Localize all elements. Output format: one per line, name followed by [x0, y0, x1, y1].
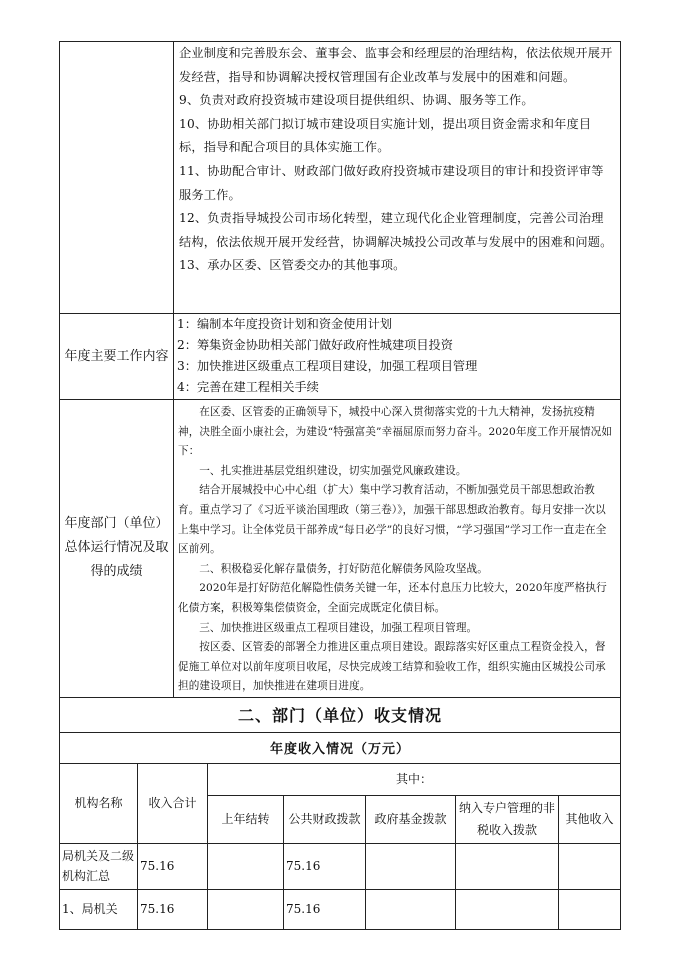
task-item: 2：筹集资金协助相关部门做好政府性城建项目投资 — [177, 338, 453, 352]
income-table — [59, 697, 621, 930]
row-other — [559, 889, 621, 929]
duties-cell — [174, 42, 621, 314]
table-row — [60, 843, 621, 889]
row-carryover — [208, 843, 284, 889]
performance-paragraph: 一、扎实推进基层党组织建设，切实加强党风廉政建设。 — [199, 464, 467, 477]
duty-paragraph: 9、负责对政府投资城市建设项目提供组织、协调、服务等工作。 — [179, 93, 534, 108]
duty-paragraph: 10、协助相关部门拟订城市建设项目实施计划，提出项目资金需求和年度目标，指导和配合项目的具体实施工作。 — [179, 116, 592, 155]
row-other — [559, 843, 621, 889]
duties-label-cell — [60, 42, 174, 314]
upper-table — [59, 41, 621, 698]
col-total-header: 收入合计 — [138, 763, 208, 843]
col-other-header: 其他收入 — [559, 795, 621, 843]
duty-paragraph: 12、负责指导城投公司市场化转型，建立现代化企业管理制度，完善公司治理结构，依法依规开展开发经营，协调解决城投公司改革与发展中的困难和问题。 — [179, 211, 613, 249]
section-title: 二、部门（单位）收支情况 — [60, 697, 621, 732]
performance-paragraph: 三、加快推进区级重点工程项目建设，加强工程项目管理。 — [199, 621, 478, 634]
task-item: 1：编制本年度投资计划和资金使用计划 — [177, 317, 392, 331]
performance-paragraph: 按区委、区管委的部署全力推进区重点项目建设。跟踪落实好区重点工程资金投入，督促施工单位对以前年度项目收尾，尽快完成竣工结算和验收工作，组织实施由区城投公司承担的建设项目，加快推进在建项目进度。 — [178, 641, 606, 693]
task-item: 3：加快推进区级重点工程项目建设，加强工程项目管理 — [177, 359, 478, 373]
row-name: 1、局机关 — [60, 889, 138, 929]
col-carryover-header: 上年结转 — [208, 795, 284, 843]
table-row — [60, 889, 621, 929]
duty-paragraph: 企业制度和完善股东会、董事会、监事会和经理层的治理结构，依法依规开展开发经营，指导和协调解决授权管理国有企业改革与发展中的困难和问题。 — [179, 46, 613, 84]
performance-label: 年度部门（单位）总体运行情况及取得的成绩 — [60, 400, 174, 698]
col-fund-header: 政府基金拨款 — [366, 795, 456, 843]
performance-paragraph: 结合开展城投中心中心组（扩大）集中学习教育活动，不断加强党员干部思想政治教育。重点学习了《习近平谈治国理政（第三卷）》，加强干部思想政治教育。每月安排一次以上集中学习。让全体党员干部养成“每日必学”的良好习惯，“学习强国”学习工作一直走在全区前列。 — [178, 484, 607, 556]
col-nontax-header: 纳入专户管理的非税收入拨款 — [456, 795, 559, 843]
col-public-header: 公共财政拨款 — [284, 795, 366, 843]
task-item: 4：完善在建工程相关手续 — [177, 380, 319, 394]
row-nontax — [456, 889, 559, 929]
performance-cell — [174, 400, 621, 698]
row-fund — [366, 843, 456, 889]
performance-paragraph: 二、积极稳妥化解存量债务，打好防范化解债务风险攻坚战。 — [199, 562, 488, 575]
row-fund — [366, 889, 456, 929]
annual-tasks-label: 年度主要工作内容 — [60, 314, 174, 400]
duty-paragraph: 11、协助配合审计、财政部门做好政府投资城市建设项目的审计和投资评审等服务工作。 — [179, 163, 604, 202]
row-nontax — [456, 843, 559, 889]
document-page — [59, 41, 620, 930]
row-public: 75.16 — [284, 843, 366, 889]
row-total: 75.16 — [138, 843, 208, 889]
row-public: 75.16 — [284, 889, 366, 929]
performance-paragraph: 在区委、区管委的正确领导下，城投中心深入贯彻落实党的十九大精神，发扬抗疫精神，决胜全面小康社会，为建设“特强富美”幸福屈原而努力奋斗。2020年度工作开展情况如下： — [178, 406, 613, 458]
annual-tasks-cell — [174, 314, 621, 400]
performance-paragraph: 2020年是打好防范化解隐性债务关键一年，还本付息压力比较大，2020年度严格执行化债方案，积极筹集偿债资金，全面完成既定化债目标。 — [178, 582, 607, 614]
duty-paragraph: 13、承办区委、区管委交办的其他事项。 — [179, 258, 406, 273]
income-table-title: 年度收入情况（万元） — [60, 732, 621, 763]
col-org-header: 机构名称 — [60, 763, 138, 843]
row-name: 局机关及二级机构汇总 — [60, 843, 138, 889]
row-total: 75.16 — [138, 889, 208, 929]
row-carryover — [208, 889, 284, 929]
group-header: 其中： — [208, 763, 621, 795]
